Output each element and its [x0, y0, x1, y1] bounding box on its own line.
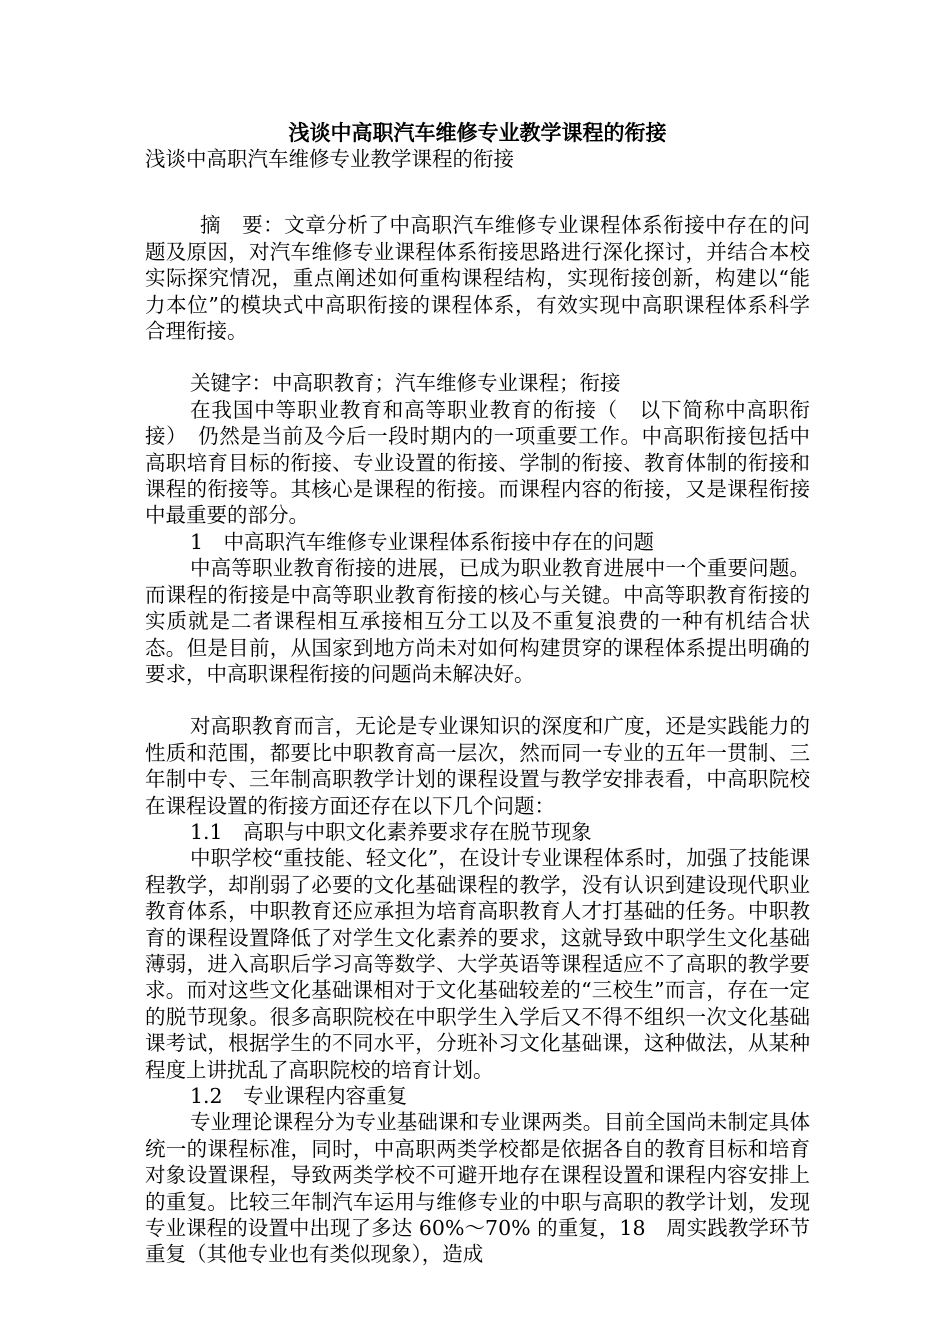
- intro-paragraph: 在我国中等职业教育和高等职业教育的衔接（ 以下简称中高职衔接） 仍然是当前及今后一段时期内的一项重要工作。中高职衔接包括中高职培育目标的衔接、专业设置的衔接、学制的衔接、教育体制的衔接和课程的衔接等。其核心是课程的衔接。而课程内容的衔接，又是课程衔接中最重要的部分。: [145, 397, 810, 528]
- section-1-2-heading: 1.2 专业课程内容重复: [190, 1084, 408, 1108]
- keywords-line: 关键字：中高职教育；汽车维修专业课程；衔接: [190, 371, 621, 396]
- abstract-paragraph: 摘 要：文章分析了中高职汽车维修专业课程体系衔接中存在的问题及原因，对汽车维修专业课程体系衔接思路进行深化探讨，并结合本校实际探究情况，重点阐述如何重构课程结构，实现衔接创新，构建以“能力本位”的模块式中高职衔接的课程体系，有效实现中高职课程体系科学合理衔接。: [145, 213, 810, 344]
- section-1-paragraph-1: 中高等职业教育衔接的进展，已成为职业教育进展中一个重要问题。而课程的衔接是中高等职业教育衔接的核心与关键。中高等职教育衔接的实质就是二者课程相互承接相互分工以及不重复浪费的一种有机结合状态。但是目前，从国家到地方尚未对如何构建贯穿的课程体系提出明确的要求，中高职课程衔接的问题尚未解决好。: [145, 556, 810, 686]
- document-body: [145, 120, 810, 1268]
- section-1-heading: 1 中高职汽车维修专业课程体系衔接中存在的问题: [190, 529, 655, 554]
- section-1-2-paragraph: 专业理论课程分为专业基础课和专业课两类。目前全国尚未制定具体统一的课程标准，同时，中高职两类学校都是依据各自的教育目标和培育对象设置课程，导致两类学校不可避开地存在课程设置和课程内容安排上的重复。比较三年制汽车运用与维修专业的中职与高职的教学计划，发现专业课程的设置中出现了多达 60%～70% 的重复，18 周实践教学环节重复（其他专业也有类似现象），造成: [145, 1110, 810, 1267]
- section-1-paragraph-2: 对高职教育而言，无论是专业课知识的深度和广度，还是实践能力的性质和范围，都要比中职教育高一层次，然而同一专业的五年一贯制、三年制中专、三年制高职教学计划的课程设置与教学安排表看，中高职院校在课程设置的衔接方面还存在以下几个问题：: [145, 714, 810, 818]
- document-title: 浅谈中高职汽车维修专业教学课程的衔接: [288, 121, 667, 145]
- section-1-1-paragraph: 中职学校“重技能、轻文化”，在设计专业课程体系时，加强了技能课程教学，却削弱了必要的文化基础课程的教学，没有认识到建设现代职业教育体系，中职教育还应承担为培育高职教育人才打基础的任务。中职教育的课程设置降低了对学生文化素养的要求，这就导致中职学生文化基础薄弱，进入高职后学习高等数学、大学英语等课程适应不了高职的教学要求。而对这些文化基础课相对于文化基础较差的“三校生”而言，存在一定的脱节现象。很多高职院校在中职学生入学后又不得不组织一次文化基础课考试，根据学生的不同水平，分班补习文化基础课，这种做法，从某种程度上讲扰乱了高职院校的培育计划。: [145, 846, 810, 1082]
- section-1-1-heading: 1.1 高职与中职文化素养要求存在脱节现象: [190, 819, 592, 844]
- document-subtitle: 浅谈中高职汽车维修专业教学课程的衔接: [145, 147, 514, 171]
